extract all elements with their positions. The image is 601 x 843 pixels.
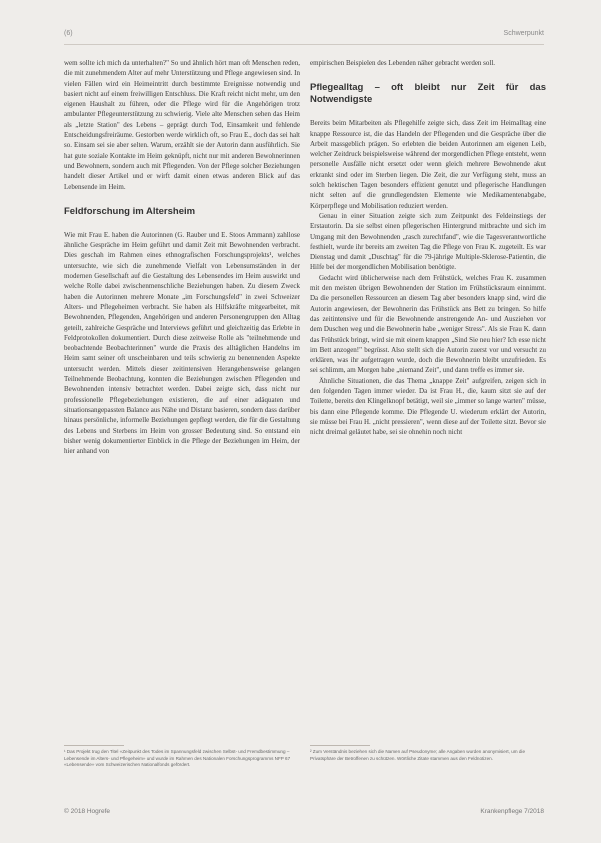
paragraph: Bereits beim Mitarbeiten als Pflegehilfe zeigte sich, dass Zeit im Heimalltag eine knappe Ressource ist, die das Handeln der Pflegenden und die Gespräche über die Arbeit massgeblich prägen. So erlebten die beiden Autorinnen am eigenen Leib, welcher Zeitdruck beispielsweise während der morgendlichen Pflege entsteht, wenn personelle Ausfälle nicht ersetzt oder wenn gleich mehrere Bewohnende akut erkrankt sind oder im Sterben liegen. Die Zeit, die zur Verfügung steht, muss an solch hektischen Tagen besonders effizient genutzt und pflegerische Handlungen nicht selten auf die grundlegendsten Elemente wie Medikamentenabgabe, Körperpflege und Mobilisation reduziert werden. — [310, 119, 546, 210]
paragraph: Gedacht wird üblicherweise nach dem Frühstück, welches Frau K. zusammen mit den meisten übrigen Bewohnenden der Station im Frühstücksraum einnimmt. Da die personellen Ressourcen an diesem Tag aber besonders knapp sind, wird die Autorin angewiesen, der Bewohnerin das Frühstück ans Bett zu bringen. So hilfe das zeitintensive und für die Bewohnende anstrengende An- und Ausziehen vor dem Duschen weg und die Bewohnerin habe „weniger Stress". Als sie Frau K. dann das Frühstück bringt, wird sie mit einem knappen „Sind Sie neu hier? Ich esse nicht im Bett anzogen!" begrüsst. Also stellt sich die Autorin zuerst vor und versucht zu erklären, was ihr aufgetragen wurde, doch die Bewohnerin bleibt unzufrieden. Es sei schlimm, am Morgen habe „niemand Zeit", und dann treffe es immer sie. — [310, 273, 546, 375]
right-column — [310, 58, 546, 438]
page-number: (6) — [64, 30, 73, 37]
page-header — [64, 30, 544, 44]
header-divider — [64, 44, 544, 45]
footnote-divider — [64, 745, 124, 746]
left-column — [64, 58, 300, 456]
footnotes-right — [310, 745, 546, 762]
paragraph: Ähnliche Situationen, die das Thema „knappe Zeit" aufgreifen, zeigen sich in den folgenden Tagen immer wieder. Da ist Frau H., die, kaum sitzt sie auf der Toilette, bereits den Klingelknopf betätigt, weil sie „immer so lange warten" müsse, bis dann eine Pflegende komme. Die Pflegende U. wiederum erklärt der Autorin, sie müsse bei Frau H. „nicht pressieren", wenn diese auf der Toilette sitzt. Bevor sie nicht dreimal geläutet habe, sei sie ohnehin noch nicht — [310, 376, 546, 437]
footer-copyright: © 2018 Hogrefe — [64, 808, 110, 815]
section-heading: Pflegealltag – oft bleibt nur Zeit für das Notwendigste — [310, 82, 546, 106]
footnote: ¹ Das Projekt trug den Titel «Zeitpunkt des Todes im Spannungsfeld zwischen Selbst- und Fremdbestimmung – Lebensende im Alters- und Pflegeheim» und wurde im Rahmen des Nationalen Forschungsprogramms NFP 67 «Lebensende» vom Schweizerischen Nationalfonds gefördert. — [64, 749, 291, 768]
footnotes-left — [64, 745, 300, 769]
paragraph: empirischen Beispielen des Lebenden näher gebracht werden soll. — [310, 59, 496, 67]
section-label: Schwerpunkt — [503, 30, 544, 37]
footer-issue: Krankenpflege 7/2018 — [480, 808, 544, 815]
paragraph: Genau in einer Situation zeigte sich zum Zeitpunkt des Feldeinstiegs der Erstautorin. Da sie selbst einen pflegerischen Hintergrund mitbrachte und sich im Umgang mit den Bewohnenden „rasch zurechtfand", wie die Tagesverantwortliche festhielt, wurde ihr bereits am zweiten Tag die Pflege von Frau K. zugeteilt. Es war Dienstag und damit „Duschtag" für die 79-jährige Multiple-Sklerose-Patientin, die Hilfe bei der morgendlichen Mobilisation benötigte. — [310, 211, 546, 272]
page-footer — [64, 808, 544, 815]
paragraph: Wie mit Frau E. haben die Autorinnen (G. Rauber und E. Stoos Ammann) zahllose ähnliche Gespräche im Heim geführt und damit Zeit mit Bewohnenden verbracht. Dies geschah im Rahmen eines ethnografischen Forschungsprojekts¹, welches untersuchte, wie sich die zunehmende Vielfalt von Lebensumständen in der modernen Gesellschaft auf die Gestaltung des Lebensendes im Heim auswirkt und welche Rolle dabei zwischenmenschliche Beziehungen haben. Zu diesem Zweck haben die Autorinnen mehrere Monate „im Forschungsfeld" in zwei Schweizer Alters- und Pflegeheimen verbracht. Sie haben als Hilfskräfte mitgearbeitet, mit Bewohnenden, Pflegenden, Angehörigen und anderen Personengruppen den Alltag geteilt, zahlreiche Gespräche und Interviews geführt und gleichzeitig das Erlebte in Feldprotokollen dokumentiert. Durch diese zeitweise Rolle als "teilnehmende und beobachtende Beobachterinnen" wurde die Praxis des alltäglichen Handelns im Heim samt seiner oft unscheinbaren und teils schwierig zu benennenden Aspekte untersucht werden. Mittels dieser zeitintensiven Herangehensweise gelangen Teilnehmende Beobachtung, konnten die Beziehungen zwischen Pflegenden und Bewohnenden intensiv betrachtet werden. Dabei zeigte sich, dass nicht nur professionelle Pflegebeziehungen existieren, die auf einer adäquaten und situationsangepassten Balance aus Nähe und Distanz basieren, sondern dass darüber hinaus persönliche, informelle Beziehungen gepflegt werden, die für die Gestaltung des Lebens und Sterbens im Heim von grosser Bedeutung sind. So entstand ein bisher wenig dokumentierter Einblick in die Pflege der Beziehungen im Heim, der hier anhand von — [64, 230, 300, 456]
footnote: ² Zum Verständnis beziehen sich die Namen auf Pseudonyme; alle Angaben wurden anonymisiert, um die Privatsphäre der Betroffenen zu schützen. Wörtliche Zitate stammen aus den Feldnotizen. — [310, 749, 526, 761]
section-heading: Feldforschung im Altersheim — [64, 205, 196, 217]
footnote-divider — [310, 745, 370, 746]
paragraph: wem sollte ich mich da unterhalten?" So und ähnlich hört man oft Menschen reden, die mit zunehmendem Alter auf mehr Unterstützung und Pflege angewiesen sind. In vielen Fällen wird ein Heimeintritt durch bestimmte Ereignisse notwendig und basiert nicht auf einem freiwilligen Entschluss. Die Kraft reicht nicht mehr, um den eigenen Haushalt zu führen, oder die Pflege wird für die Angehörigen trotz ambulanter Pflegeunterstützung zu schwierig. Viele alte Menschen sehen das Heim als „letzte Station" des Lebens – geprägt durch Tod, Einsamkeit und fehlende Entscheidungsfreiräume. Gestorben werde wirklich oft, so Frau E., doch das sei halt so. Einsam sei sie aber selten. Warum, erzählt sie der Autorin dann ausführlich. Sie hat gute soziale Kontakte im Heim geknüpft, nicht nur mit anderen Bewohnerinnen und Bewohnern, sondern auch mit Pflegenden. Von der Pflege solcher Beziehungen handelt dieser Artikel und er wirft damit einen etwas anderen Blick auf das Lebensende im Heim. — [64, 59, 300, 191]
